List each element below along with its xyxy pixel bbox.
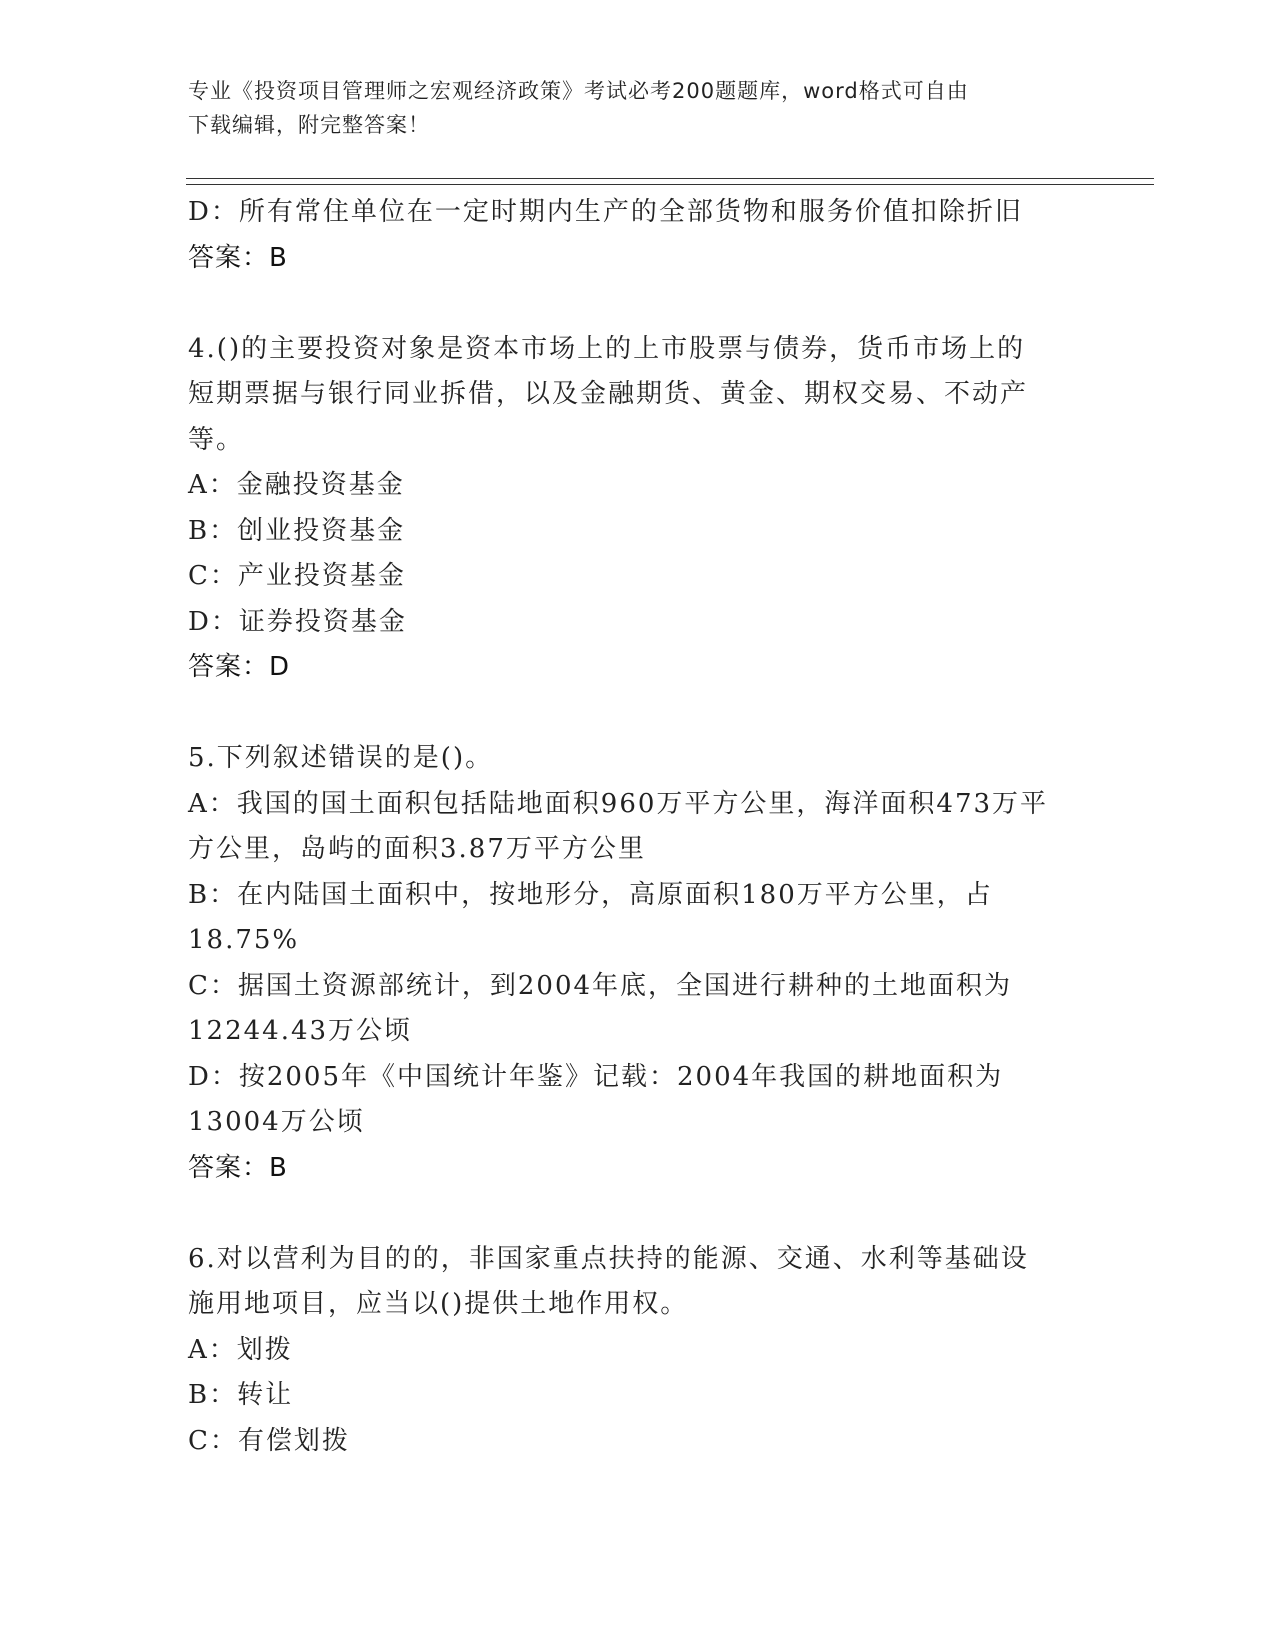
answer-line: 答案：B [188,242,288,273]
option-a-continued: 方公里，岛屿的面积3.87万平方公里 [188,834,646,864]
header-rule-bottom [186,184,1154,185]
answer-line: 答案：D [188,652,291,682]
option-b: B：转让 [188,1380,294,1410]
page-header [188,74,1068,142]
header-rule-top [186,178,1154,179]
spacer [188,1191,1068,1237]
answer-line: 答案：B [188,1152,288,1183]
question-stem-line: 短期票据与银行同业拆借，以及金融期货、黄金、期权交易、不动产 [188,379,1029,409]
option-b-continued: 18.75% [188,925,300,955]
question-stem-line: 5.下列叙述错误的是()。 [188,743,494,773]
question-6 [188,1237,1068,1465]
spacer [188,691,1068,737]
header-line-1: 专业《投资项目管理师之宏观经济政策》考试必考200题题库，word格式可自由 [188,79,969,103]
question-stem-line: 施用地项目，应当以()提供土地作用权。 [188,1289,689,1319]
option-d: D：按2005年《中国统计年鉴》记载：2004年我国的耕地面积为 [188,1061,1004,1092]
question-3-tail [188,190,1068,281]
option-a: A：划拨 [188,1334,293,1365]
option-c: C：据国土资源部统计，到2004年底，全国进行耕种的土地面积为 [188,970,1013,1001]
question-content [188,190,1068,1464]
option-d: D：证券投资基金 [188,606,407,637]
question-stem-line: 6.对以营利为目的的，非国家重点扶持的能源、交通、水利等基础设 [188,1243,1029,1274]
question-stem-line: 等。 [188,424,245,455]
option-b: B：创业投资基金 [188,515,406,546]
option-d-continued: 13004万公顷 [188,1107,365,1137]
option-a: A：我国的国土面积包括陆地面积960万平方公里，海洋面积473万平 [188,788,1049,819]
option-c-continued: 12244.43万公顷 [188,1016,413,1046]
option-c: C：产业投资基金 [188,561,406,591]
question-stem-line: 4.()的主要投资对象是资本市场上的上市股票与债券，货币市场上的 [188,333,1026,364]
spacer [188,281,1068,327]
option-b: B：在内陆国土面积中，按地形分，高原面积180万平方公里，占 [188,879,993,910]
question-4 [188,327,1068,691]
header-line-2: 下载编辑，附完整答案！ [188,113,430,137]
option-d: D：所有常住单位在一定时期内生产的全部货物和服务价值扣除折旧 [188,197,1023,227]
option-c: C：有偿划拨 [188,1425,350,1456]
question-5 [188,736,1068,1191]
option-a: A：金融投资基金 [188,470,405,500]
